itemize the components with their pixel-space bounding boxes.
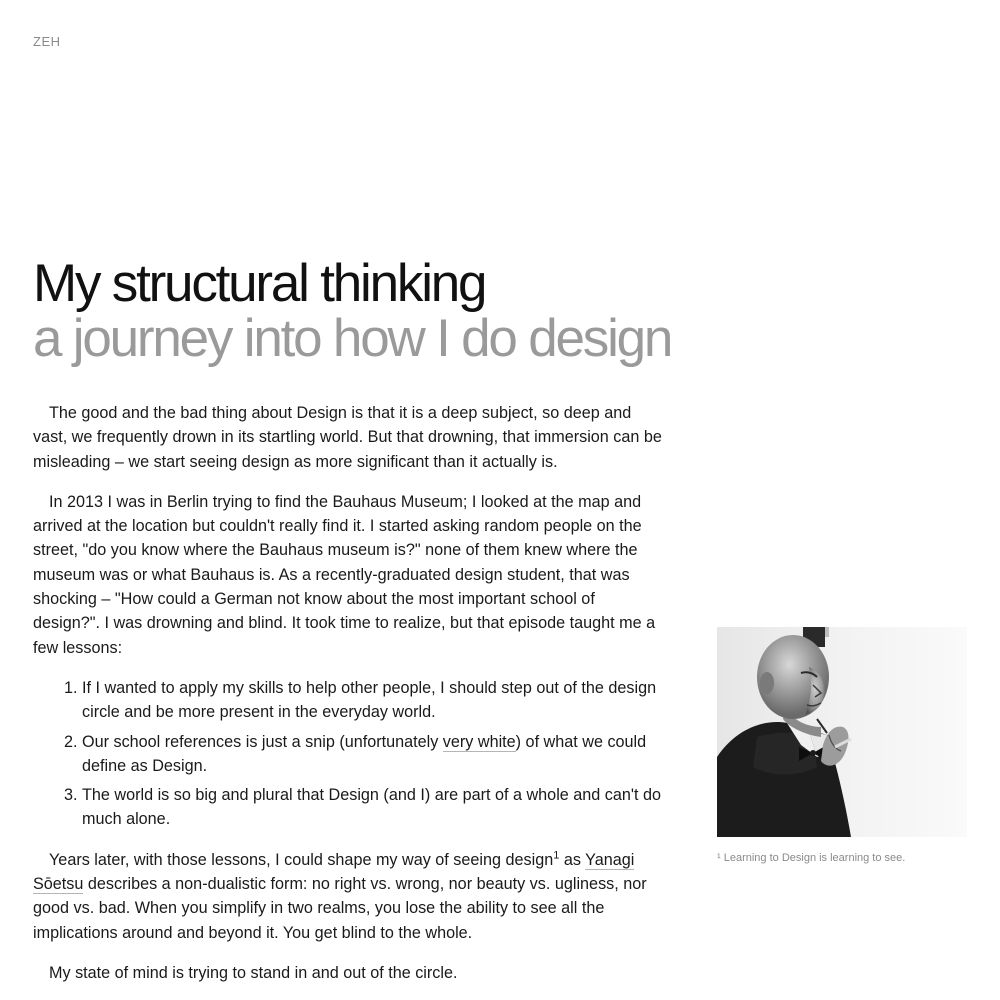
lessons-list	[33, 676, 663, 832]
paragraph-2: In 2013 I was in Berlin trying to find the Bauhaus Museum; I looked at the map and arrived at the location but couldn't really find it. I started asking random people on the street, "do you know where the Bauhaus museum is?" none of them knew where the museum was or what Bauhaus is. As a recently-graduated design student, that was shocking – "How could a German not know about the most important school of design?". I was drowning and blind. It took time to realize, but that episode taught me a few lessons:	[33, 492, 656, 657]
page-title: My structural thinking	[33, 254, 486, 313]
paragraph-1: The good and the bad thing about Design is that it is a deep subject, so deep and vast, we frequently drown in its startling world. But that drowning, that immersion can be misleading – we start seeing design as more significant than it actually is.	[33, 404, 662, 471]
side-figure	[717, 627, 967, 865]
portrait-photo	[717, 627, 967, 837]
site-logo[interactable]: ZEH	[33, 34, 61, 49]
paragraph-3	[33, 848, 663, 945]
yanagi-soetsu-link[interactable]: Yanagi Sōetsu	[33, 850, 635, 894]
page-subtitle: a journey into how I do design	[33, 309, 672, 368]
list-item	[82, 730, 663, 779]
list-item-text: Our school references is just a snip (unfortunately	[82, 732, 443, 751]
list-item: 1. If I wanted to apply my skills to help other people, I should step out of the design circle and be more present in the everyday world.	[82, 676, 663, 725]
paragraph-4: My state of mind is trying to stand in and out of the circle.	[49, 963, 458, 982]
footnote-marker: 1	[553, 849, 560, 862]
list-item: 3. The world is so big and plural that Design (and I) are part of a whole and can't do much alone.	[82, 783, 663, 832]
paragraph-text: describes a non-dualistic form: no right vs. wrong, nor beauty vs. ugliness, nor good vs. bad. When you simplify in two realms, you lose the ability to see all the implications around and beyond it. You get blind to the whole.	[33, 875, 647, 942]
list-item-text: ) of what we could define as Design.	[82, 732, 647, 775]
article-body	[33, 401, 663, 1000]
very-white-link[interactable]: very white	[442, 732, 516, 751]
hero-heading	[33, 256, 733, 366]
paragraph-text: Years later, with those lessons, I could shape my way of seeing design	[49, 850, 554, 869]
figure-caption: ¹ Learning to Design is learning to see.	[717, 852, 906, 864]
paragraph-text: as	[559, 850, 586, 869]
